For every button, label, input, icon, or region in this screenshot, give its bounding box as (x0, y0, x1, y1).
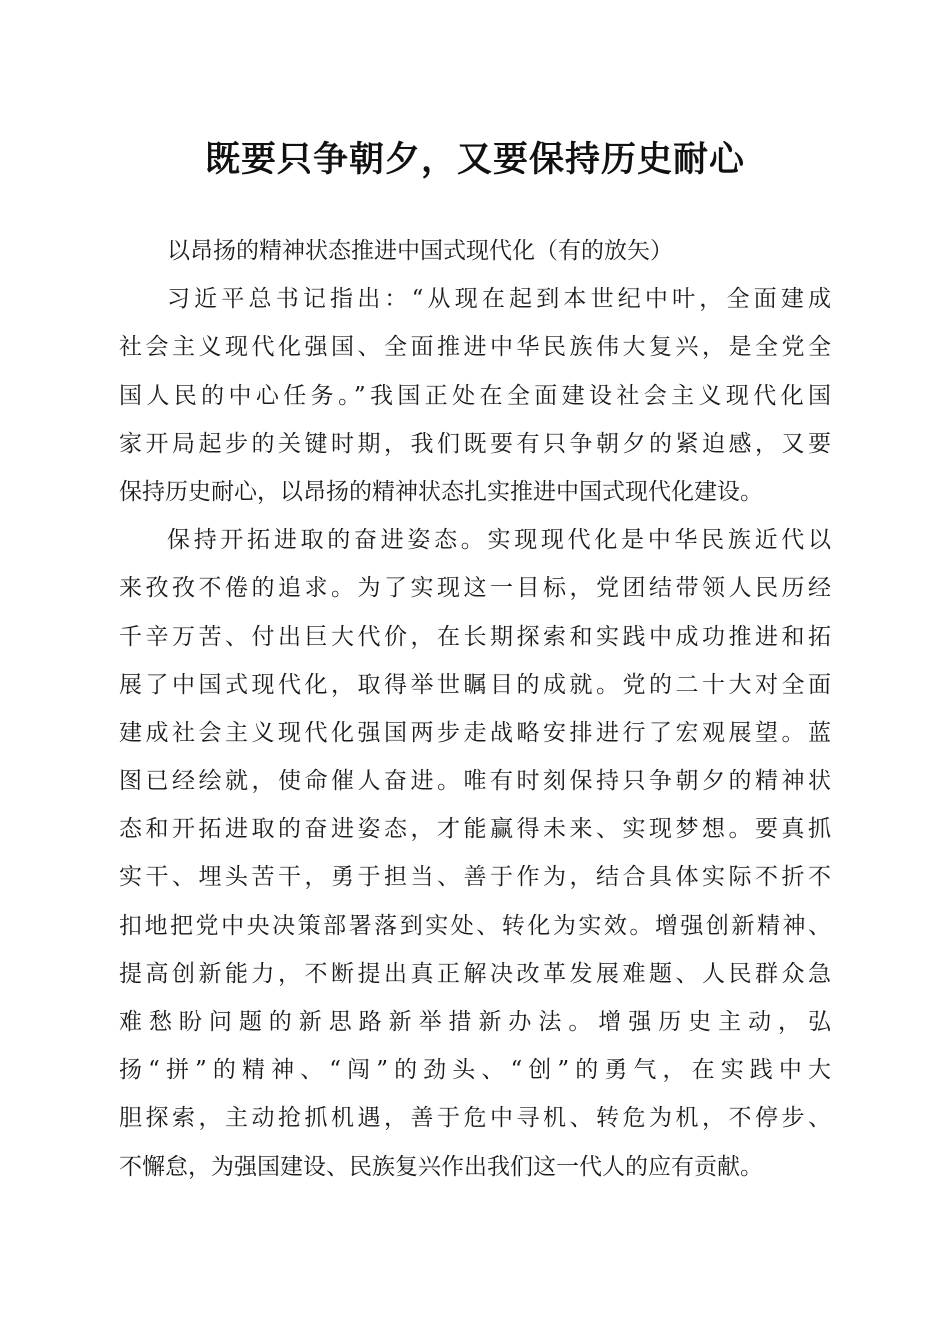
body-line: 保持开拓进取的奋进姿态。实现现代化是中华民族近代以 (167, 527, 831, 554)
body-line: 扬“拼”的精神、“闯”的劲头、“创”的勇气，在实践中大 (119, 1057, 831, 1084)
body-line: 图已经绘就，使命催人奋进。唯有时刻保持只争朝夕的精神状 (119, 768, 831, 795)
body-line: 扣地把党中央决策部署落到实处、转化为实效。增强创新精神、 (119, 912, 831, 939)
body-line: 习近平总书记指出：“从现在起到本世纪中叶，全面建成 (167, 286, 831, 313)
document-body (119, 227, 831, 1191)
body-line: 国人民的中心任务。”我国正处在全面建设社会主义现代化国 (119, 382, 831, 409)
body-line: 实干、埋头苦干，勇于担当、善于作为，结合具体实际不折不 (119, 864, 831, 891)
body-line: 胆探索，主动抢抓机遇，善于危中寻机、转危为机，不停步、 (119, 1105, 831, 1132)
body-line: 提高创新能力，不断提出真正解决改革发展难题、人民群众急 (119, 960, 831, 987)
document-title: 既要只争朝夕，又要保持历史耐心 (204, 140, 745, 180)
body-line: 千辛万苦、付出巨大代价，在长期探索和实践中成功推进和拓 (119, 623, 831, 650)
body-line: 保持历史耐心，以昂扬的精神状态扎实推进中国式现代化建设。 (119, 478, 763, 505)
body-line: 建成社会主义现代化强国两步走战略安排进行了宏观展望。蓝 (119, 719, 831, 746)
body-line: 难愁盼问题的新思路新举措新办法。增强历史主动，弘 (119, 1009, 831, 1035)
body-line: 家开局起步的关键时期，我们既要有只争朝夕的紧迫感，又要 (119, 430, 831, 457)
body-line: 以昂扬的精神状态推进中国式现代化（有的放矢） (167, 238, 673, 264)
body-line: 不懈怠，为强国建设、民族复兴作出我们这一代人的应有贡献。 (119, 1153, 763, 1180)
body-line: 社会主义现代化强国、全面推进中华民族伟大复兴，是全党全 (119, 334, 831, 361)
body-line: 展了中国式现代化，取得举世瞩目的成就。党的二十大对全面 (119, 671, 831, 698)
body-line: 来孜孜不倦的追求。为了实现这一目标，党团结带领人民历经 (119, 575, 831, 602)
body-line: 态和开拓进取的奋进姿态，才能赢得未来、实现梦想。要真抓 (119, 816, 831, 843)
